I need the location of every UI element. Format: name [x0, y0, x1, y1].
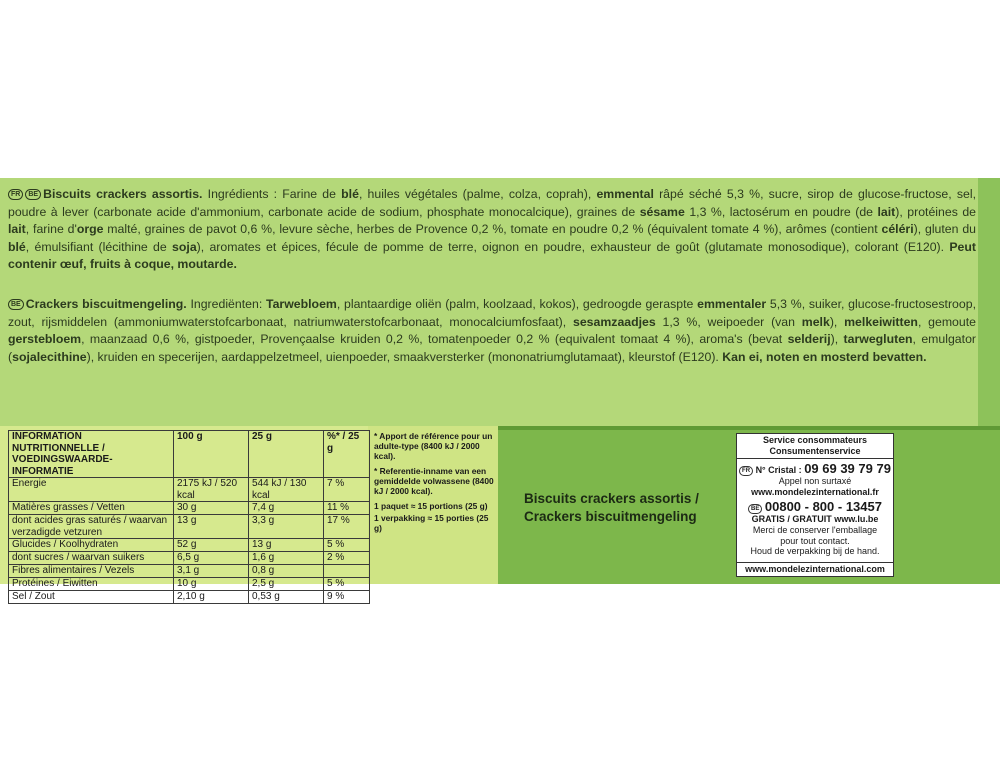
nutrient-name: Fibres alimentaires / Vezels — [9, 565, 174, 578]
be-lang-badge: BE — [25, 189, 41, 200]
allergen: sojalecithine — [12, 349, 87, 364]
table-row — [9, 478, 370, 502]
consumer-service-box — [736, 433, 894, 577]
cristal-line — [737, 461, 893, 476]
value-100g: 6,5 g — [174, 552, 249, 565]
allergen: gerstebloem — [8, 332, 82, 347]
cristal-label: N° Cristal : — [755, 465, 802, 476]
allergen: orge — [76, 222, 104, 237]
gratis-line: GRATIS / GRATUIT www.lu.be — [751, 514, 879, 525]
text: , plantaardige oliën (palm, koolzaad, kokos), gedroogde geraspte — [336, 297, 698, 311]
nutrient-name: Matières grasses / Vetten — [9, 502, 174, 515]
text: Ingrédients : Farine de — [202, 187, 342, 201]
product-name-fr: Biscuits crackers assortis / — [524, 491, 699, 506]
value-25g: 0,53 g — [249, 591, 324, 604]
portion-nl: 1 verpakking ≈ 15 porties (25 g) — [374, 513, 489, 533]
value-percent: 7 % — [324, 478, 370, 502]
value-25g: 1,6 g — [249, 552, 324, 565]
value-percent: 17 % — [324, 515, 370, 539]
product-name-nl: Crackers biscuitmengeling — [524, 509, 697, 524]
allergen: selderij — [787, 332, 831, 347]
note-fr: * Apport de référence pour un adulte-type (8400 kJ / 2000 kcal). — [374, 431, 493, 461]
non-surtaxe: Appel non surtaxé — [778, 476, 852, 487]
text: 1,3 %, weipoeder (van — [655, 314, 802, 329]
allergen: sesamzaadjes — [573, 314, 656, 329]
value-percent — [324, 565, 370, 578]
web-fr: www.mondelezinternational.fr — [751, 486, 879, 497]
text: râpé séché 5,3 %, sucre, sirop de glucose-fructose, sel, poudre à lever (carbonate acide d'ammonium, carbonate acide de sodium, phosphate monocalcique), graines de — [8, 187, 976, 219]
text: , maanzaad 0,6 %, gistpoeder, Provençaalse kruiden 0,2 %, tomatenpoeder 0,2 % (equivalent tomaat 4 %), aroma's (bevat — [81, 332, 788, 347]
text: ), gluten du — [913, 222, 976, 237]
keep-packaging-1: Merci de conserver l'emballage — [752, 524, 878, 535]
fr-badge: FR — [739, 466, 753, 476]
be-badge: BE — [748, 504, 762, 514]
value-percent: 2 % — [324, 552, 370, 565]
table-row — [9, 578, 370, 591]
text: ), — [830, 332, 844, 347]
ingredients-nl-lead: Crackers biscuitmengeling. — [25, 297, 187, 311]
service-title — [737, 434, 893, 459]
allergen: blé — [341, 187, 359, 201]
be-number: 00800 - 800 - 13457 — [764, 499, 882, 515]
value-percent: 9 % — [324, 591, 370, 604]
value-100g: 52 g — [174, 539, 249, 552]
allergen: tarwegluten — [843, 332, 913, 347]
table-row — [9, 515, 370, 539]
table-row — [9, 591, 370, 604]
text: , emulgator ( — [8, 332, 977, 364]
allergen: céléri — [881, 222, 914, 237]
value-100g: 2,10 g — [174, 591, 249, 604]
fold-line — [498, 426, 1000, 430]
table-row — [9, 552, 370, 565]
text: , gemoute — [917, 314, 976, 329]
value-25g: 0,8 g — [249, 565, 324, 578]
nutrient-name: dont sucres / waarvan suikers — [9, 552, 174, 565]
note-nl: * Referentie-inname van een gemiddelde volwassene (8400 kJ / 2000 kcal). — [374, 466, 494, 496]
text: , farine d' — [25, 222, 77, 237]
cristal-number: 09 69 39 79 79 — [804, 461, 891, 477]
value-25g: 2,5 g — [249, 578, 324, 591]
text: , huiles végétales (palme, colza, coprah), — [358, 187, 597, 201]
value-100g: 30 g — [174, 502, 249, 515]
be-lang-badge: BE — [8, 299, 24, 310]
allergen: Tarwebloem — [266, 297, 337, 311]
web-footer: www.mondelezinternational.com — [737, 562, 893, 576]
allergen: blé — [8, 239, 26, 254]
be-line — [737, 499, 893, 514]
product-name — [524, 490, 734, 526]
text: , émulsifiant (lécithine de — [25, 239, 173, 254]
nutrient-name: dont acides gras saturés / waarvan verzadigde vetzuren — [9, 515, 174, 539]
value-100g: 2175 kJ / 520 kcal — [174, 478, 249, 502]
panel-edge — [978, 178, 1000, 426]
nutrition-header-row — [9, 431, 370, 478]
allergen: melk — [801, 314, 830, 329]
value-percent: 5 % — [324, 539, 370, 552]
value-25g: 13 g — [249, 539, 324, 552]
text: Ingrediënten: — [186, 297, 266, 311]
nutrition-header-label: INFORMATION NUTRITIONNELLE / VOEDINGSWAARDE-INFORMATIE — [9, 431, 174, 478]
allergen: soja — [172, 239, 197, 254]
ingredients-nl-warning: Kan ei, noten en mosterd bevatten. — [722, 349, 927, 364]
value-100g: 10 g — [174, 578, 249, 591]
ingredients-french — [8, 186, 976, 274]
nutrient-name: Energie — [9, 478, 174, 502]
value-25g: 544 kJ / 130 kcal — [249, 478, 324, 502]
value-25g: 7,4 g — [249, 502, 324, 515]
nutrient-name: Sel / Zout — [9, 591, 174, 604]
allergen: lait — [877, 204, 896, 219]
value-100g: 13 g — [174, 515, 249, 539]
value-100g: 3,1 g — [174, 565, 249, 578]
service-title-fr: Service consommateurs — [762, 435, 868, 445]
ingredients-fr-lead: Biscuits crackers assortis. — [43, 187, 203, 201]
text: ), aromates et épices, fécule de pomme de terre, oignon en poudre, exhausteur de goût (glutamate monosodique), colorant (E120). — [196, 239, 950, 254]
value-25g: 3,3 g — [249, 515, 324, 539]
text: 1,3 %, lactosérum en poudre (de — [684, 204, 878, 219]
table-row — [9, 565, 370, 578]
keep-packaging-2: pour tout contact. — [780, 535, 850, 546]
table-row — [9, 539, 370, 552]
reference-notes — [374, 431, 494, 538]
ingredients-dutch — [8, 296, 976, 366]
value-percent: 5 % — [324, 578, 370, 591]
fr-lang-badge: FR — [8, 189, 23, 200]
nutrition-table — [8, 430, 370, 604]
nutrition-header-100g: 100 g — [174, 431, 249, 478]
nutrition-header-percent: %* / 25 g — [324, 431, 370, 478]
text: malté, graines de pavot 0,6 %, levure sèche, herbes de Provence 0,2 %, tomate en poudre 0,2 % (équivalent tomate 4 %), arômes (contient — [103, 222, 882, 237]
allergen: melkeiwitten — [844, 314, 918, 329]
text: 5,3 %, suiker, glucose-fructosestroop, zout, rijsmiddelen (ammoniumwaterstofcarbonaat, natriumwaterstofcarbonaat, monocalciumfosfaat), — [8, 297, 976, 329]
text: ), protéines de — [895, 204, 977, 219]
value-percent: 11 % — [324, 502, 370, 515]
service-title-nl: Consumentenservice — [769, 445, 861, 456]
allergen: lait — [8, 222, 26, 237]
keep-packaging-3: Houd de verpakking bij de hand. — [750, 546, 880, 557]
portion-fr: 1 paquet ≈ 15 portions (25 g) — [374, 501, 488, 511]
nutrient-name: Glucides / Koolhydraten — [9, 539, 174, 552]
table-row — [9, 502, 370, 515]
allergen: emmental — [596, 187, 654, 201]
allergen: sésame — [639, 204, 685, 219]
text: ), — [829, 314, 845, 329]
nutrient-name: Protéines / Eiwitten — [9, 578, 174, 591]
nutrition-header-25g: 25 g — [249, 431, 324, 478]
text: ), kruiden en specerijen, aardappelzetmeel, uienpoeder, smaakversterker (mononatriumglutamaat), kleurstof (E120). — [86, 349, 723, 364]
ingredients-fr-warning: Peut contenir œuf, fruits à coque, moutarde. — [8, 239, 977, 272]
allergen: emmentaler — [697, 297, 767, 311]
